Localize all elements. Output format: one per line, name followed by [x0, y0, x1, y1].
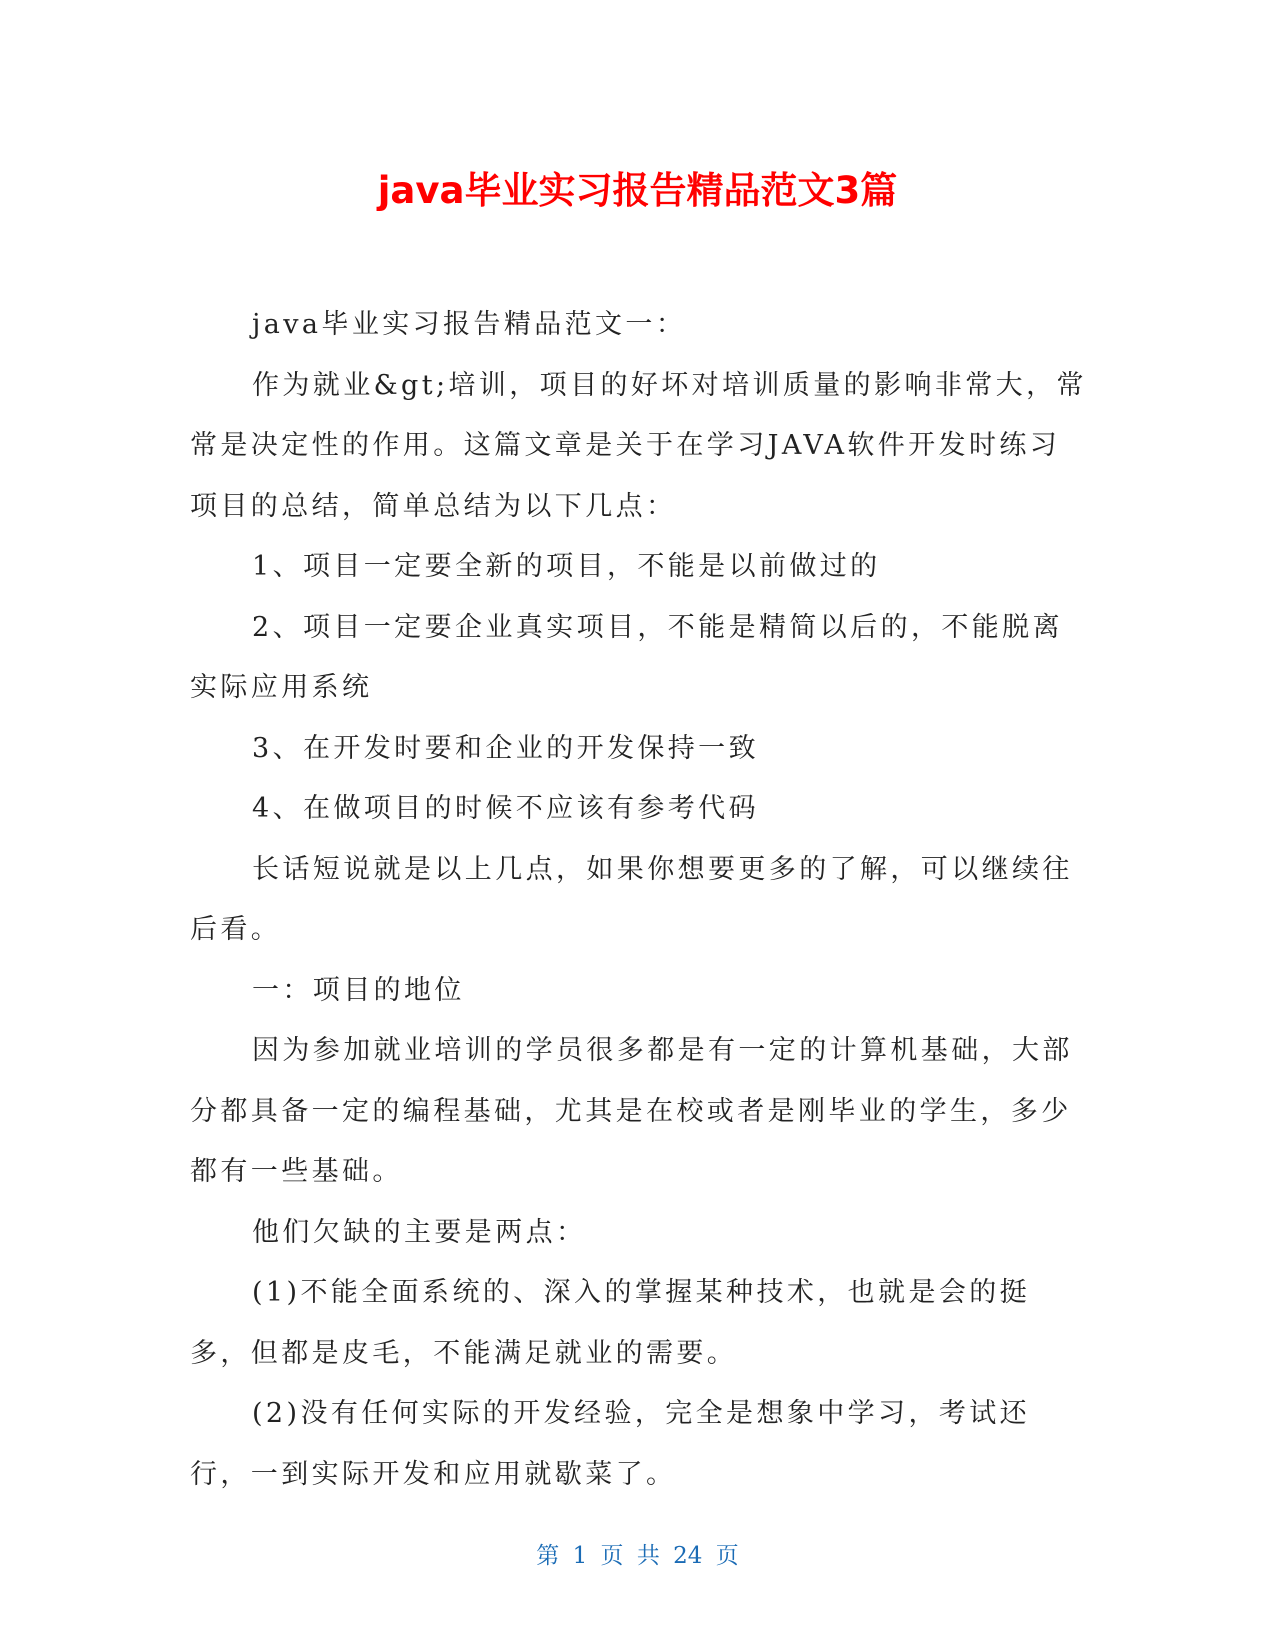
page-number-footer: 第 1 页 共 24 页: [536, 1543, 739, 1569]
paragraph: (2)没有任何实际的开发经验，完全是想象中学习，考试还行，一到实际开发和应用就歇菜了。: [190, 1398, 1031, 1490]
paragraph: 因为参加就业培训的学员很多都是有一定的计算机基础，大部分都具备一定的编程基础，尤其是在校或者是刚毕业的学生，多少都有一些基础。: [190, 1035, 1073, 1187]
paragraph: 3、在开发时要和企业的开发保持一致: [252, 732, 759, 764]
paragraph: 1、项目一定要全新的项目，不能是以前做过的: [252, 551, 881, 582]
document-body: [190, 295, 1090, 1505]
document-title: java毕业实习报告精品范文3篇: [377, 169, 898, 212]
paragraph: 4、在做项目的时候不应该有参考代码: [252, 793, 759, 824]
paragraph: 长话短说就是以上几点，如果你想要更多的了解，可以继续往后看。: [190, 853, 1073, 945]
paragraph: 他们欠缺的主要是两点：: [252, 1216, 587, 1248]
paragraph: (1)不能全面系统的、深入的掌握某种技术，也就是会的挺多，但都是皮毛，不能满足就业的需要。: [190, 1277, 1031, 1369]
paragraph: 作为就业&gt;培训，项目的好坏对培训质量的影响非常大，常常是决定性的作用。这篇文章是关于在学习JAVA软件开发时练习项目的总结，简单总结为以下几点：: [190, 369, 1087, 522]
section-heading: 一：项目的地位: [252, 974, 465, 1006]
paragraph: 2、项目一定要企业真实项目，不能是精简以后的，不能脱离实际应用系统: [190, 611, 1063, 703]
paragraph: java毕业实习报告精品范文一：: [252, 309, 687, 340]
